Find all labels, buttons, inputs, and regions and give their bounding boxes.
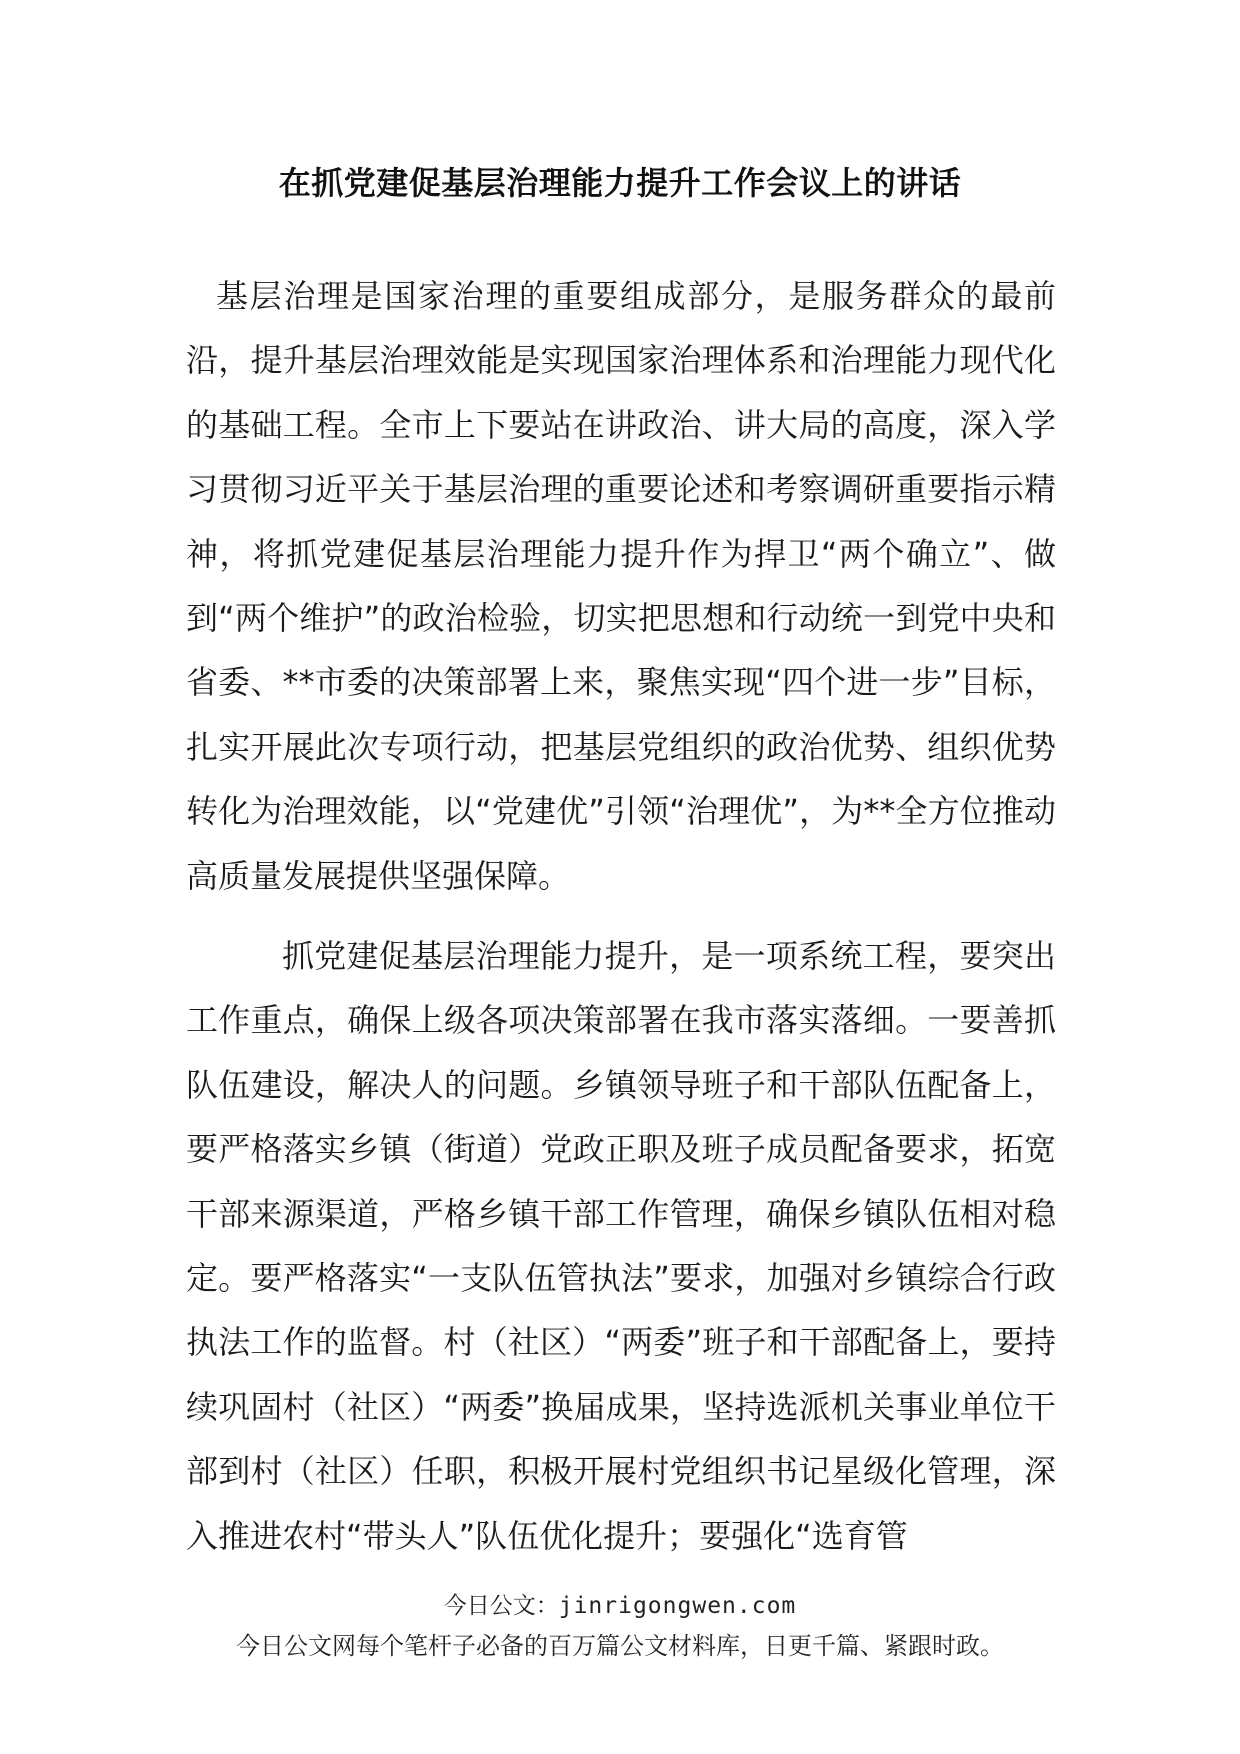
document-title: 在抓党建促基层治理能力提升工作会议上的讲话 (278, 164, 962, 202)
footer-site-link[interactable]: jinrigongwen.com (558, 1593, 797, 1619)
footer-site-label: 今日公文： (443, 1593, 559, 1619)
footer-source (0, 1587, 1240, 1620)
footer-tagline: 今日公文网每个笔杆子必备的百万篇公文材料库，日更千篇、紧跟时政。 (236, 1632, 1004, 1660)
paragraph-2: 抓党建促基层治理能力提升，是一项系统工程，要突出工作重点，确保上级各项决策部署在我市落实落细。一要善抓队伍建设，解决人的问题。乡镇领导班子和干部队伍配备上，要严格落实乡镇（街道）党政正职及班子成员配备要求，拓宽干部来源渠道，严格乡镇干部工作管理，确保乡镇队伍相对稳定。要严格落实“一支队伍管执法”要求，加强对乡镇综合行政执法工作的监督。村（社区）“两委”班子和干部配备上，要持续巩固村（社区）“两委”换届成果，坚持选派机关事业单位干部到村（社区）任职，积极开展村党组织书记星级化管理，深入推进农村“带头人”队伍优化提升；要强化“选育管 (186, 937, 1056, 1555)
paragraph-1: 基层治理是国家治理的重要组成部分，是服务群众的最前沿，提升基层治理效能是实现国家治理体系和治理能力现代化的基础工程。全市上下要站在讲政治、讲大局的高度，深入学习贯彻习近平关于基层治理的重要论述和考察调研重要指示精神，将抓党建促基层治理能力提升作为捍卫“两个确立”、做到“两个维护”的政治检验，切实把思想和行动统一到党中央和省委、**市委的决策部署上来，聚焦实现“四个进一步”目标，扎实开展此次专项行动，把基层党组织的政治优势、组织优势转化为治理效能，以“党建优”引领“治理优”，为**全方位推动高质量发展提供坚强保障。 (186, 277, 1056, 895)
